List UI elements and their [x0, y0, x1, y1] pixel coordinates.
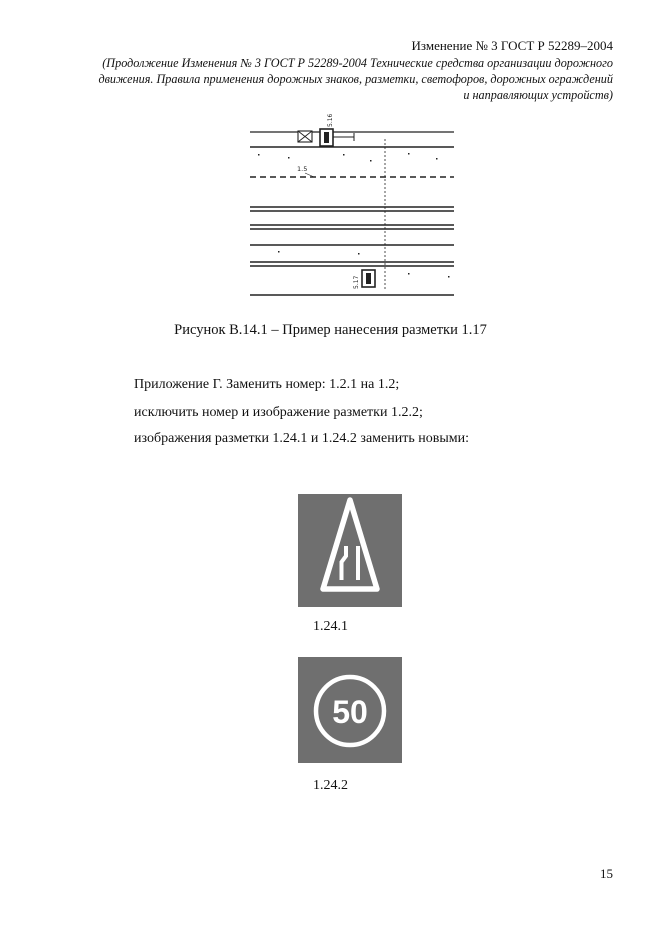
document-header-subtitle: (Продолжение Изменения № 3 ГОСТ Р 52289-2004 Технические средства организации дорожного движения. Правила применения дорожных знаков, разметки, светофоров, дорожных ограждений и направляющих устройств)	[98, 56, 613, 102]
label-sign-5-16: 5.16	[327, 113, 334, 127]
sign-1-24-1-label: 1.24.1	[313, 619, 348, 634]
figure-caption: Рисунок В.14.1 – Пример нанесения разметки 1.17	[174, 322, 487, 338]
speed-limit-50-icon	[298, 657, 402, 763]
page-number: 15	[600, 866, 613, 881]
sign-1-24-2-image	[298, 657, 402, 763]
sign-1-24-1-image	[298, 494, 402, 607]
road-narrows-right-triangle-icon	[298, 494, 402, 607]
document-header-title: Изменение № 3 ГОСТ Р 52289–2004	[411, 38, 613, 53]
appendix-text-line-1: Приложение Г. Заменить номер: 1.2.1 на 1.2;	[134, 377, 400, 392]
appendix-text-line-2: исключить номер и изображение разметки 1.2.2;	[134, 405, 423, 420]
label-sign-5-17: 5.17	[353, 275, 360, 289]
appendix-text-line-3: изображения разметки 1.24.1 и 1.24.2 заменить новыми:	[134, 431, 469, 446]
sign-1-24-2-label: 1.24.2	[313, 778, 348, 793]
road-marking-diagram	[248, 113, 458, 299]
speed-limit-number: 50	[332, 694, 368, 730]
bus-stop-sign-bottom	[362, 270, 375, 287]
label-marking-1-5: 1.5	[297, 165, 308, 173]
